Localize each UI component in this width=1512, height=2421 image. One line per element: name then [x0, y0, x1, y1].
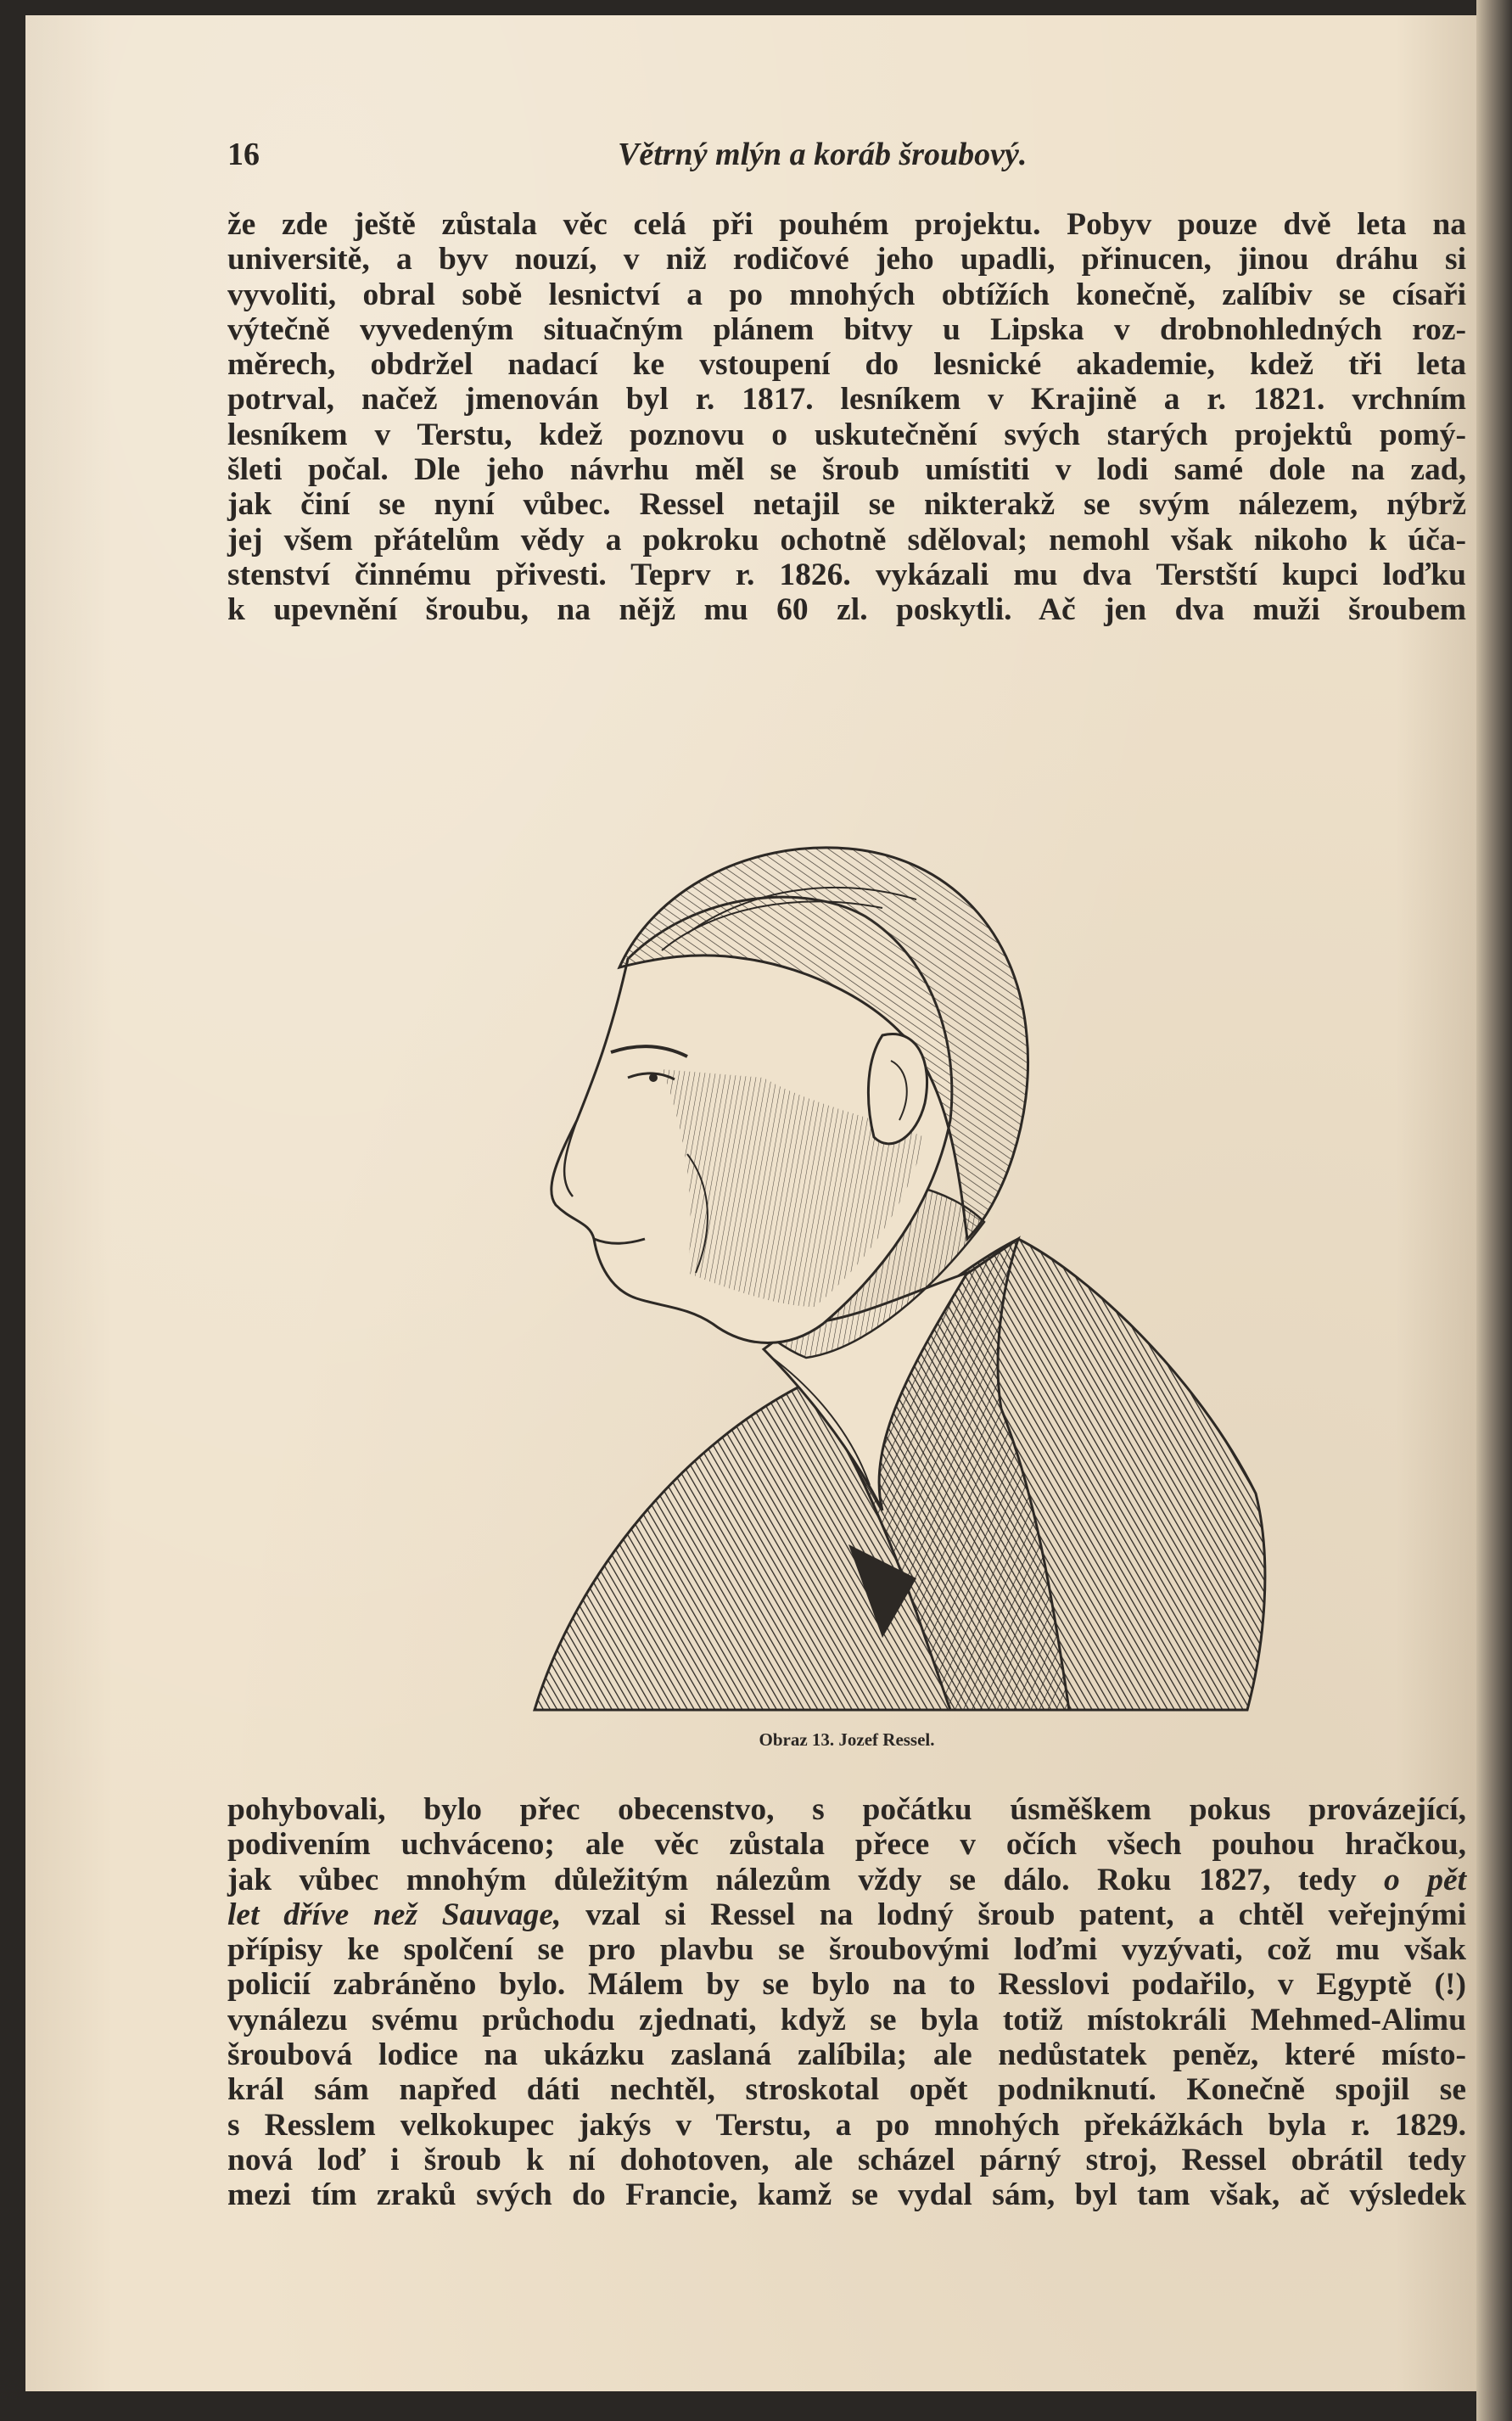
text-line: mezi tím zraků svých do Francie, kamž se vydal sám, byl tam však, ač výsledek [227, 2177, 1466, 2213]
text-line: jak činí se nyní vůbec. Ressel netajil se nikterakž se svým nálezem, nýbrž [227, 487, 1466, 523]
text-line: že zde ještě zůstala věc celá při pouhém projektu. Pobyv pouze dvě leta na [227, 207, 1466, 242]
page-number: 16 [227, 137, 260, 172]
text-line: král sám napřed dáti nechtěl, stroskotal opět podniknutí. Konečně spojil se [227, 2072, 1466, 2108]
text-line: k upevnění šroubu, na nějž mu 60 zl. poskytli. Ač jen dva muži šroubem [227, 592, 1466, 628]
text-line: nová loď i šroub k ní dohotoven, ale scházel párný stroj, Ressel obrátil tedy [227, 2142, 1466, 2177]
page-header [227, 136, 1466, 178]
text-line: lesníkem v Terstu, kdež poznovu o uskutečnění svých starých projektů pomý- [227, 417, 1466, 452]
text-line: let dříve než Sauvage, vzal si Ressel na lodný šroub patent, a chtěl veřejnými [227, 1897, 1466, 1932]
text-line [227, 1863, 1466, 1897]
text-line: výtečně vyvedeným situačným plánem bitvy u Lipska v drobnohledných roz- [227, 311, 1466, 347]
portrait-engraving [407, 679, 1281, 1714]
paragraph-bottom [227, 1792, 1466, 2213]
page-edge-shadow [1476, 0, 1512, 2421]
text-segment: jak vůbec mnohým důležitým nálezům vždy se dálo. Roku 1827, tedy [227, 1862, 1357, 1897]
text-line: potrval, načež jmenován byl r. 1817. lesníkem v Krajině a r. 1821. vrchním [227, 382, 1466, 418]
italic-phrase: o pět [1384, 1862, 1467, 1897]
text-line: stenství činnému přivesti. Teprv r. 1826. vykázali mu dva Terstští kupci loďku [227, 557, 1466, 592]
text-line: pohybovali, bylo přec obecenstvo, s počátku úsměškem pokus provázející, [227, 1792, 1466, 1827]
text-line: vynálezu svému průchodu zjednati, když se byla totiž místokráli Mehmed-Alimu [227, 2002, 1466, 2037]
text-line: policií zabráněno bylo. Málem by se bylo na to Resslovi podařilo, v Egyptě (!) [227, 1967, 1466, 2003]
text-line: universitě, a byv nouzí, v niž rodičové jeho upadli, přinucen, jinou dráhu si [227, 242, 1466, 277]
text-line: jej všem přátelům vědy a pokroku ochotně sděloval; nemohl však nikoho k úča- [227, 522, 1466, 558]
text-line: podivením uchváceno; ale věc zůstala přece v očích všech pouhou hračkou, [227, 1827, 1466, 1863]
text-line: šleti počal. Dle jeho návrhu měl se šroub umístiti v lodi samé dole na zad, [227, 452, 1466, 488]
text-line: přípisy ke spolčení se pro plavbu se šroubovými loďmi vyzývati, což mu však [227, 1932, 1466, 1968]
text-line: šroubová lodice na ukázku zaslaná zalíbila; ale nedůstatek peněz, které místo- [227, 2037, 1466, 2073]
running-title: Větrný mlýn a koráb šroubový. [618, 137, 1028, 172]
text-line: měrech, obdržel nadací ke vstoupení do lesnické akademie, kdež tři leta [227, 347, 1466, 383]
figure-caption: Obraz 13. Jozef Ressel. [759, 1729, 935, 1750]
paragraph-top [227, 207, 1466, 628]
italic-phrase: let dříve než Sauvage, [227, 1897, 562, 1932]
text-line: s Resslem velkokupec jakýs v Terstu, a po mnohých překážkách byla r. 1829. [227, 2107, 1466, 2143]
text-line: vyvoliti, obral sobě lesnictví a po mnohých obtížích konečně, zalíbiv se císaři [227, 277, 1466, 312]
